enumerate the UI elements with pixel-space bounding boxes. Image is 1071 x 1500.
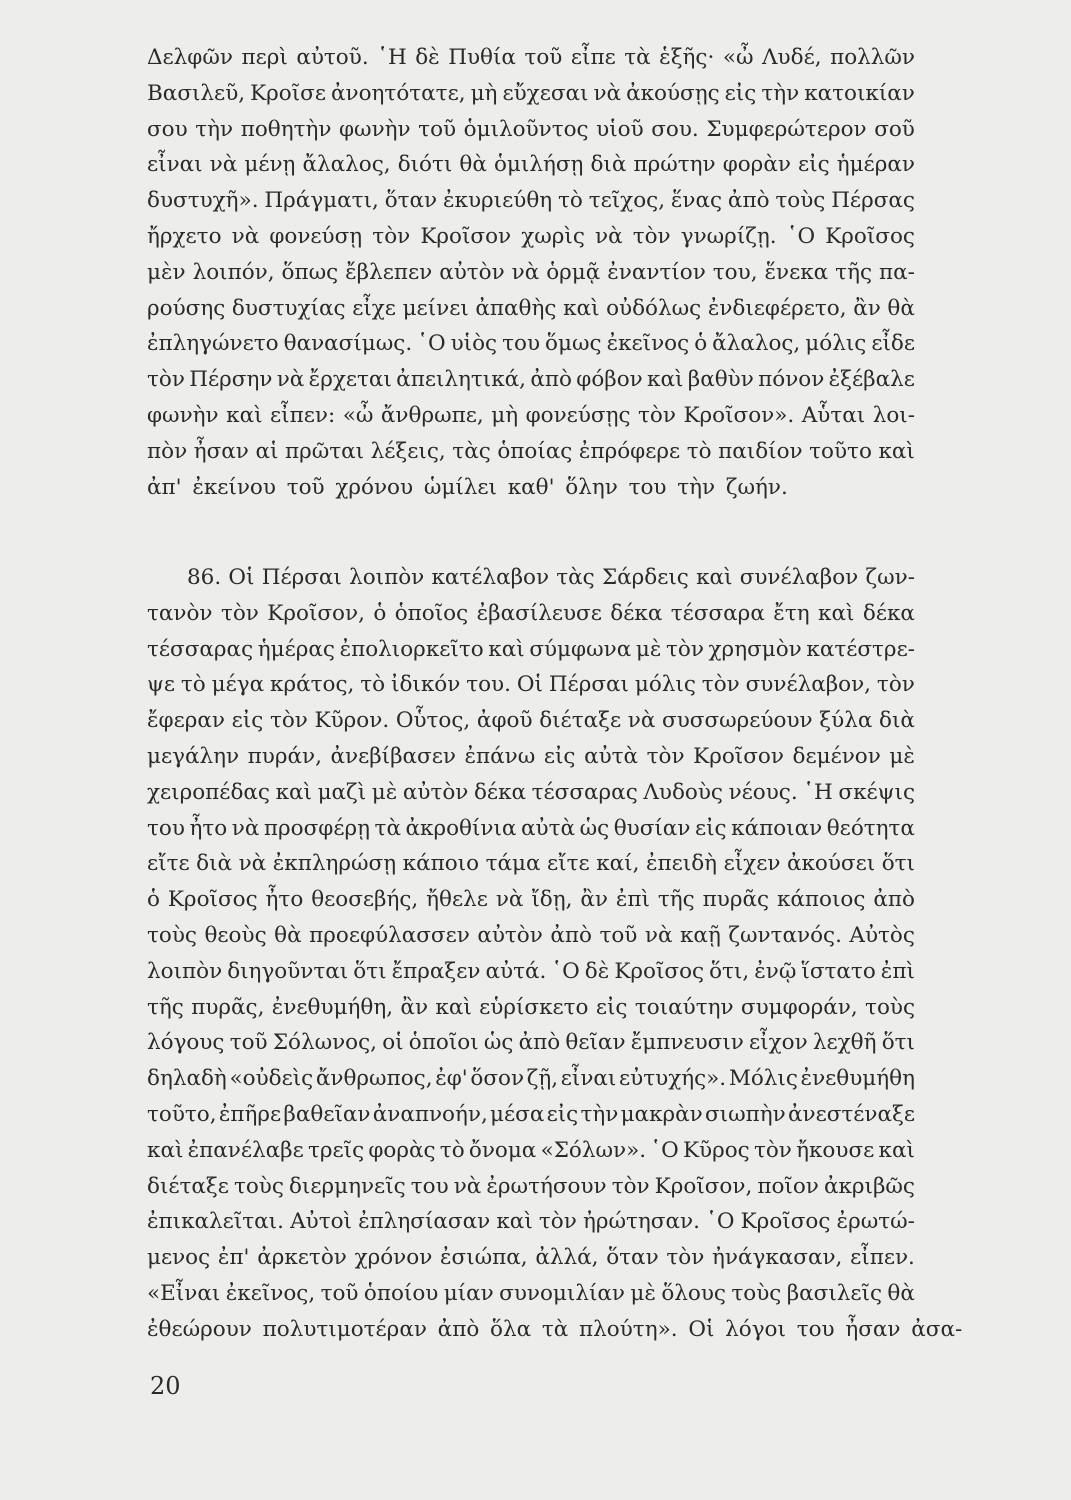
text-line: ἐπικαλεῖται. Αὐτοὶ ἐπλησίασαν καὶ τὸν ἠρώτησαν. ῾Ο Κροῖσος ἐρωτώ- bbox=[147, 1209, 915, 1235]
text-line: καὶ ἐπανέλαβε τρεῖς φορὰς τὸ ὄνομα «Σόλων». ῾Ο Κῦρος τὸν ἤκουσε καὶ bbox=[147, 1137, 915, 1163]
text-line: διέταξε τοὺς διερμηνεῖς του νὰ ἐρωτήσουν τὸν Κροῖσον, ποῖον ἀκριβῶς bbox=[147, 1173, 915, 1199]
text-line: ἔφεραν εἰς τὸν Κῦρον. Οὗτος, ἀφοῦ διέταξε νὰ συσσωρεύουν ξύλα διὰ bbox=[147, 708, 915, 734]
text-line: ἤρχετο νὰ φονεύσῃ τὸν Κροῖσον χωρὶς νὰ τὸν γνωρίζῃ. ῾Ο Κροῖσος bbox=[147, 223, 915, 249]
text-line: τῆς πυρᾶς, ἐνεθυμήθη, ἂν καὶ εὑρίσκετο εἰς τοιαύτην συμφοράν, τοὺς bbox=[147, 994, 915, 1020]
text-line: εἶναι νὰ μένῃ ἄλαλος, διότι θὰ ὁμιλήσῃ διὰ πρώτην φορὰν εἰς ἡμέραν bbox=[147, 152, 915, 178]
text-line: σου τὴν ποθητὴν φωνὴν τοῦ ὁμιλοῦντος υἱοῦ σου. Συμφερώτερον σοῦ bbox=[147, 116, 915, 142]
text-line: του ἦτο νὰ προσφέρῃ τὰ ἀκροθίνια αὐτὰ ὡς θυσίαν εἰς κάποιαν θεότητα bbox=[147, 815, 915, 841]
text-line: δυστυχῆ». Πράγματι, ὅταν ἐκυριεύθη τὸ τεῖχος, ἕνας ἀπὸ τοὺς Πέρσας bbox=[147, 188, 915, 214]
text-line: Δελφῶν περὶ αὐτοῦ. ῾Η δὲ Πυθία τοῦ εἶπε τὰ ἑξῆς· «ὦ Λυδέ, πολλῶν bbox=[147, 45, 915, 70]
text-line: τοῦτο, ἐπῆρε βαθεῖαν ἀναπνοήν, μέσα εἰς τὴν μακρὰν σιωπὴν ἀνεστέναξε bbox=[147, 1101, 915, 1127]
text-line: μὲν λοιπόν, ὅπως ἔβλεπεν αὐτὸν νὰ ὁρμᾷ ἐναντίον του, ἕνεκα τῆς πα- bbox=[147, 259, 915, 285]
text-line: τοὺς θεοὺς θὰ προεφύλασσεν αὐτὸν ἀπὸ τοῦ νὰ καῇ ζωντανός. Αὐτὸς bbox=[147, 922, 915, 948]
text-line: μενος ἐπ' ἀρκετὸν χρόνον ἐσιώπα, ἀλλά, ὅταν τὸν ἠνάγκασαν, εἶπεν. bbox=[147, 1245, 915, 1271]
text-line: λόγους τοῦ Σόλωνος, οἱ ὁποῖοι ὡς ἀπὸ θεῖαν ἔμπνευσιν εἶχον λεχθῆ ὅτι bbox=[147, 1030, 915, 1056]
text-line: λοιπὸν διηγοῦνται ὅτι ἔπραξεν αὐτά. ῾Ο δὲ Κροῖσος ὅτι, ἐνῷ ἵστατο ἐπὶ bbox=[147, 958, 915, 984]
text-line: χειροπέδας καὶ μαζὶ μὲ αὐτὸν δέκα τέσσαρας Λυδοὺς νέους. ῾Η σκέψις bbox=[147, 779, 915, 805]
paragraph-1 bbox=[147, 40, 915, 505]
text-line: ρούσης δυστυχίας εἶχε μείνει ἀπαθὴς καὶ οὐδόλως ἐνδιεφέρετο, ἂν θὰ bbox=[147, 295, 915, 321]
page-number: 20 bbox=[150, 1372, 181, 1400]
text-line: εἴτε διὰ νὰ ἐκπληρώσῃ κάποιο τάμα εἴτε καί, ἐπειδὴ εἶχεν ἀκούσει ὅτι bbox=[147, 851, 915, 877]
text-line: ἐθεώρουν πολυτιμοτέραν ἀπὸ ὅλα τὰ πλούτη». Οἱ λόγοι του ἦσαν ἀσα- bbox=[147, 1316, 963, 1342]
text-line: 86. Οἱ Πέρσαι λοιπὸν κατέλαβον τὰς Σάρδεις καὶ συνέλαβον ζων- bbox=[187, 565, 915, 590]
text-line: φωνὴν καὶ εἶπεν: «ὦ ἄνθρωπε, μὴ φονεύσῃς τὸν Κροῖσον». Αὗται λοι- bbox=[147, 402, 915, 428]
text-line: τὸν Πέρσην νὰ ἔρχεται ἀπειλητικά, ἀπὸ φόβον καὶ βαθὺν πόνον ἐξέβαλε bbox=[147, 367, 915, 393]
text-line: τανὸν τὸν Κροῖσον, ὁ ὁποῖος ἐβασίλευσε δέκα τέσσαρα ἔτη καὶ δέκα bbox=[147, 600, 915, 626]
paragraph-2 bbox=[147, 560, 963, 1348]
text-line: ψε τὸ μέγα κράτος, τὸ ἰδικόν του. Οἱ Πέρσαι μόλις τὸν συνέλαβον, τὸν bbox=[147, 672, 915, 698]
text-line: Βασιλεῦ, Κροῖσε ἀνοητότατε, μὴ εὔχεσαι νὰ ἀκούσῃς εἰς τὴν κατοικίαν bbox=[147, 80, 915, 106]
text-line: ἐπληγώνετο θανασίμως. ῾Ο υἱὸς του ὅμως ἐκεῖνος ὁ ἄλαλος, μόλις εἶδε bbox=[147, 331, 915, 357]
text-line: ἀπ' ἐκείνου τοῦ χρόνου ὡμίλει καθ' ὅλην του τὴν ζωήν. bbox=[147, 474, 788, 500]
text-line: τέσσαρας ἡμέρας ἐπολιορκεῖτο καὶ σύμφωνα μὲ τὸν χρησμὸν κατέστρε- bbox=[147, 636, 915, 662]
text-line: «Εἶναι ἐκεῖνος, τοῦ ὁποίου μίαν συνομιλίαν μὲ ὅλους τοὺς βασιλεῖς θὰ bbox=[147, 1280, 915, 1306]
text-line: ὁ Κροῖσος ἦτο θεοσεβής, ἤθελε νὰ ἴδῃ, ἂν ἐπὶ τῆς πυρᾶς κάποιος ἀπὸ bbox=[147, 887, 915, 913]
text-line: μεγάλην πυράν, ἀνεβίβασεν ἐπάνω εἰς αὐτὰ τὸν Κροῖσον δεμένον μὲ bbox=[147, 743, 915, 769]
text-line: δηλαδὴ «οὐδεὶς ἄνθρωπος, ἐφ' ὅσον ζῇ, εἶναι εὐτυχής». Μόλις ἐνεθυμήθη bbox=[147, 1066, 915, 1092]
text-line: πὸν ἦσαν αἱ πρῶται λέξεις, τὰς ὁποίας ἐπρόφερε τὸ παιδίον τοῦτο καὶ bbox=[147, 438, 915, 464]
